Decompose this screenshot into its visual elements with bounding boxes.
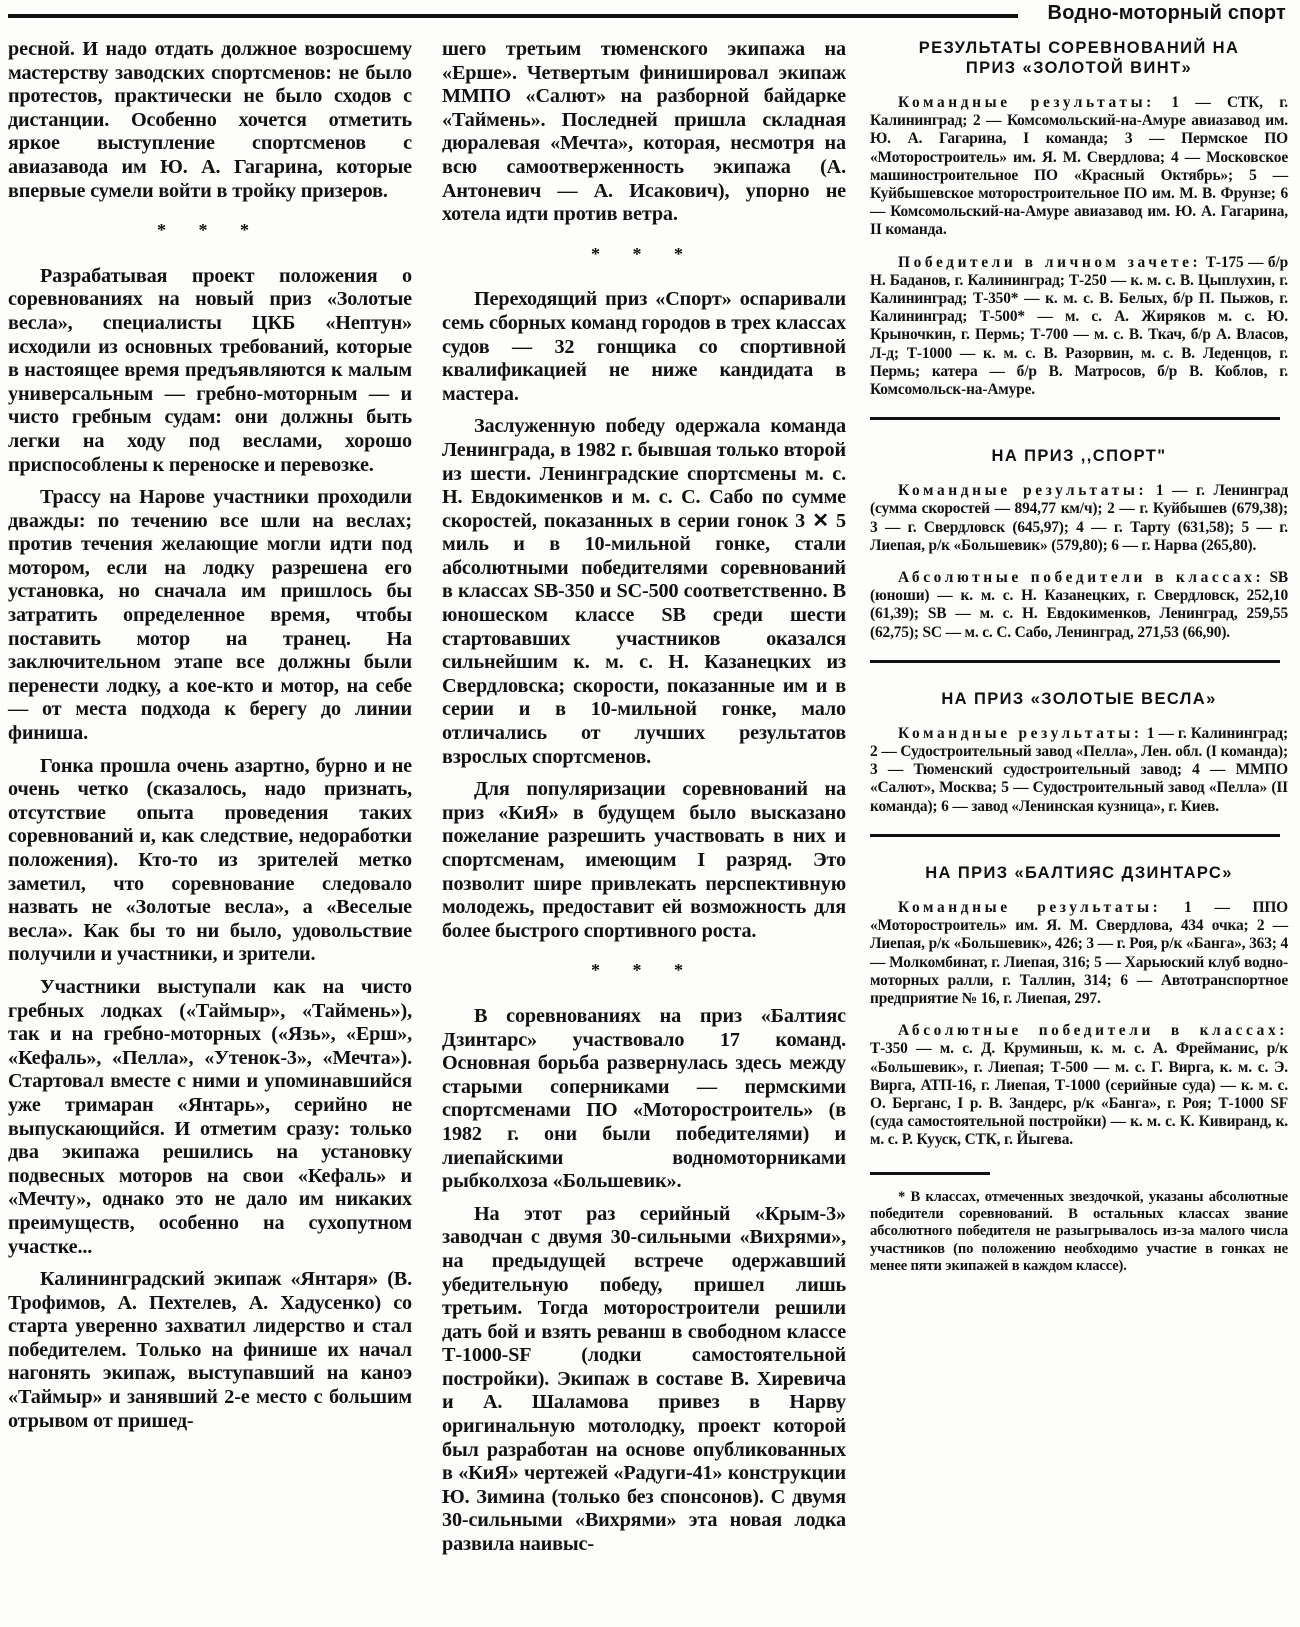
- results-lead: Абсолютные победители в классах:: [898, 569, 1265, 587]
- section-rubric: Водно-моторный спорт: [1047, 2, 1286, 24]
- paragraph: На этот раз серийный «Крым-3» заводчан с двумя 30-сильными «Вихрями», на предыдущей встрече одержавший убедительную победу, пришел лишь третьим. Тогда моторостроители решили дать бой и взять реванш в свободном классе Т-1000-SF (лодки самостоятельной постройки). Экипаж в составе В. Хиревича и А. Шаламова привез в Нарву оригинальную мотолодку, проект которой был разработан на основе опубликованных в «КиЯ» чертежей «Радуги-41» конструкции Ю. Зимина (только без спонсонов). С двумя 30-сильными «Вихрями» эта новая лодка развила наивыс-: [442, 1202, 846, 1556]
- results-lead: Командные результаты:: [898, 482, 1148, 500]
- article-column-1: [8, 38, 412, 1442]
- results-text: SB (юноши) — к. м. с. Н. Казанецких, г. Свердловск, 252,10 (61,39); SB — м. с. Н. Евдокименков, Ленинград, 259,55 (62,75); SC — м. с. С. Сабо, Ленинград, 271,53 (66,90).: [870, 569, 1288, 641]
- results-lead: Абсолютные победители в классах:: [898, 1022, 1288, 1040]
- paragraph: Гонка прошла очень азартно, бурно и не очень четко (сказалось, надо признать, отсутствие опыта проведения таких соревнований и, как следствие, недоработки положения). Кто-то из зрителей метко заметил, что соревнование следовало назвать не «Золотые весла», а «Веселые весла». Как бы то ни было, удовольствие получили и участники, и зрители.: [8, 754, 412, 966]
- header-rule: [8, 14, 1018, 18]
- results-text: 1 — ППО «Моторостроитель» им. Я. М. Свердлова, 434 очка; 2 — Лиепая, р/к «Большевик», 426; 3 — г. Роя, р/к «Банга», 363; 4 — Молкомбинат, г. Лиепая, 316; 5 — Харьюский клуб водно-моторных ралли, г. Таллин, 314; 6 — Автотранспортное предприятие № 16, г. Лиепая, 297.: [870, 898, 1289, 1007]
- paragraph: Переходящий приз «Спорт» оспаривали семь сборных команд городов в трех классах судов — 32 гонщика со спортивной квалификацией не ниже кандидата в мастера.: [442, 288, 846, 405]
- paragraph: Трассу на Нарове участники проходили дважды: по течению все шли на веслах; против течения желающие могли идти под мотором, если на лодку разрешена его установка, но сначала им пришлось бы затратить определенное время, чтобы поставить мотор на транец. На заключительном этапе все должны были перенести лодку, а кое-кто и мотор, на себе — от места подхода к берегу до линии финиша.: [8, 486, 412, 745]
- results-paragraph: [870, 482, 1288, 555]
- results-text: Т-350 — м. с. Д. Круминьш, к. м. с. А. Фрейманис, р/к «Большевик», г. Лиепая; Т-500 — м. с. Г. Вирга, к. м. с. Э. Вирга, АТП-16, г. Лиепая, Т-1000 (серийные суда) — к. м. с. О. Берганс, I р. В. Зандерс, р/к «Банга», г. Роя; Т-1000 SF (суда самостоятельной постройки) — к. м. с. К. Кивиранд, к. м. с. Р. Кууск, СТК, г. Йыгева.: [870, 1040, 1288, 1149]
- results-lead: Командные результаты:: [898, 724, 1143, 742]
- results-heading: НА ПРИЗ «БАЛТИЯС ДЗИНТАРС»: [925, 863, 1233, 882]
- divider: [870, 417, 1280, 420]
- results-heading: НА ПРИЗ «ЗОЛОТЫЕ ВЕСЛА»: [941, 689, 1217, 708]
- results-text: Т-175 — б/р Н. Баданов, г. Калининград; Т-250 — к. м. с. В. Цыплухин, г. Калининград; Т-350* — к. м. с. В. Белых, б/р П. Пыжов, г. Калининград; Т-500* — м. с. А. Жиряков м. с. Ю. Крыночкин, г. Пермь; Т-700 — м. с. В. Ткач, б/р А. Власов, Л-д; Т-1000 — к. м. с. В. Разорвин, м. с. В. Леденцов, г. Пермь; катера — б/р В. Матросов, б/р В. Коблов, г. Комсомольск-на-Амуре.: [870, 253, 1288, 399]
- divider: [870, 834, 1280, 837]
- article-column-2: [442, 38, 846, 1566]
- results-heading: НА ПРИЗ ,,СПОРТ": [991, 447, 1167, 466]
- footnote-rule: [870, 1172, 990, 1175]
- results-text: 1 — СТК, г. Калининград; 2 — Комсомольский-на-Амуре авиазавод им. Ю. А. Гагарина, I команда; 3 — Пермское ПО «Моторостроитель» им. Я. М. Свердлова; 4 — Московское машиностроительное ПО «Красный Октябрь»; 5 — Куйбышевское моторостроительное ПО им. М. В. Фрунзе; 6 — Комсомольский-на-Амуре авиазавод им. Ю. А. Гагарина, II команда.: [870, 94, 1288, 239]
- results-heading: РЕЗУЛЬТАТЫ СОРЕВНОВАНИЙ НА ПРИЗ «ЗОЛОТОЙ ВИНТ»: [918, 39, 1240, 77]
- section-separator: * * *: [591, 243, 697, 264]
- results-paragraph: [870, 569, 1288, 642]
- divider: [870, 660, 1280, 663]
- results-sidebar: [870, 38, 1288, 1290]
- results-lead: Командные результаты:: [898, 898, 1162, 916]
- paragraph: В соревнованиях на приз «Балтияс Дзинтарс» участвовало 17 команд. Основная борьба развернулась здесь между старыми соперниками — пермскими спортсменами ПО «Моторостроитель» (в 1982 г. они были победителями) и лиепайскими водномоторниками рыбколхоза «Большевик».: [442, 1004, 846, 1193]
- paragraph: Заслуженную победу одержала команда Ленинграда, в 1982 г. бывшая только второй из шести. Ленинградские спортсмены м. с. Н. Евдокименков и м. с. С. Сабо по сумме скоростей, показанных в серии гонок 3 ✕ 5 миль и в 10-мильной гонке, стали абсолютными победителями соревнований в классах SB-350 и SC-500 соответственно. В юношеском классе SB среди шести стартовавших участников оказался сильнейшим к. м. с. Н. Казанецких из Свердловска; скорости, показанные им и в серии и в 10-мильной гонке, мало отличались от лучших результатов взрослых спортсменов.: [442, 415, 846, 768]
- footnote: * В классах, отмеченных звездочкой, указаны абсолютные победители соревнований. В остальных классах звание абсолютного победителя не разыгрывалось из-за малого числа участников (по положению необходимо участие в гонках не менее пяти экипажей в каждом классе).: [870, 1188, 1288, 1275]
- paragraph: Калининградский экипаж «Янтаря» (В. Трофимов, А. Пехтелев, А. Хадусенко) со старта уверенно захватил лидерство и стал победителем. Только на финише их начал нагонять экипаж, выступавший на каноэ «Таймыр» и занявший 2-е место с большим отрывом от пришед-: [8, 1268, 412, 1432]
- results-paragraph: [870, 254, 1288, 400]
- results-paragraph: [870, 1022, 1288, 1149]
- results-text: 1 — г. Ленинград (сумма скоростей — 894,77 км/ч); 2 — г. Куйбышев (679,38); 3 — г. Свердловск (645,97); 4 — г. Тарту (631,58); 5 — г. Лиепая, р/к «Большевик» (579,80); 6 — г. Нарва (265,80).: [870, 482, 1288, 554]
- results-lead: Командные результаты:: [898, 94, 1155, 111]
- paragraph: Разрабатывая проект положения о соревнованиях на новый приз «Золотые весла», специалисты ЦКБ «Нептун» исходили из основных требований, которые в настоящее время предъявляются к малым универсальным — гребно-моторным — и чисто гребным судам: они должны быть легки на ходу под веслами, хорошо приспособлены к переноске и перевозке.: [8, 264, 412, 476]
- section-separator: * * *: [591, 960, 697, 981]
- paragraph: Для популяризации соревнований на приз «КиЯ» в будущем было высказано пожелание разрешить участвовать в них и спортсменам, имеющим I разряд. Это позволит шире привлекать перспективную молодежь, предоставит ей возможность для более быстрого спортивного роста.: [442, 778, 846, 942]
- results-paragraph: [870, 94, 1288, 240]
- results-paragraph: [870, 899, 1288, 1008]
- paragraph: ресной. И надо отдать должное возросшему мастерству заводских спортсменов: не было протестов, практически не было сходов с дистанции. Особенно хочется отметить яркое выступление спортсменов с авиазавода им Ю. А. Гагарина, которые впервые сумели войти в тройку призеров.: [8, 38, 412, 202]
- section-separator: * * *: [157, 220, 263, 241]
- results-lead: Победители в личном зачете:: [898, 253, 1202, 271]
- paragraph: шего третьим тюменского экипажа на «Ерше». Четвертым финишировал экипаж ММПО «Салют» на разборной байдарке «Таймень». Последней пришла складная дюралевая «Мечта», которая, несмотря на всю самоотверженность экипажа (А. Антоневич — А. Исакович), упорно не хотела идти против ветра.: [442, 38, 846, 226]
- paragraph: Участники выступали как на чисто гребных лодках («Таймыр», «Таймень»), так и на гребно-моторных («Язь», «Ерш», «Кефаль», «Пелла», «Утенок-3», «Мечта»). Стартовал вместе с ними и упоминавшийся уже тримаран «Янтарь», серийно не выпускающийся. И отметим сразу: только два экипажа решились на установку подвесных моторов на свои «Кефаль» и «Мечту», однако это не дало им никаких преимуществ, особенно на сухопутном участке...: [8, 975, 412, 1258]
- results-paragraph: [870, 725, 1288, 816]
- results-text: 1 — г. Калининград; 2 — Судостроительный завод «Пелла», Лен. обл. (I команда); 3 — Тюменский судостроительный завод; 4 — ММПО «Салют», Москва; 5 — Судостроительный завод «Пелла» (II команда); 6 — завод «Ленинская кузница», г. Киев.: [870, 724, 1288, 815]
